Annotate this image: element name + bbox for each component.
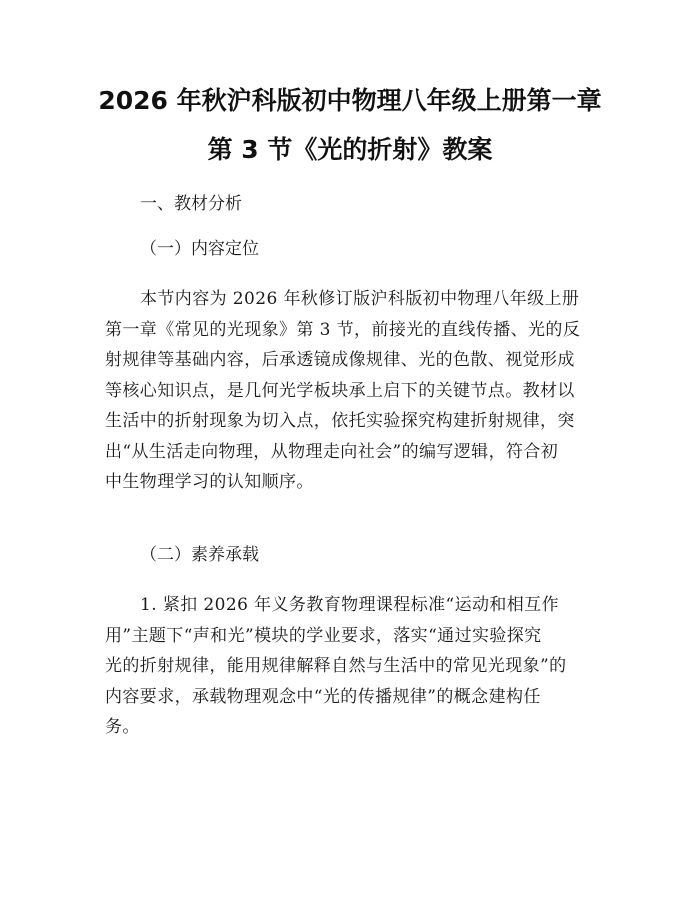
document-title-line-1: 2026 年秋沪科版初中物理八年级上册第一章 <box>98 86 602 115</box>
paragraph-line: 等核心知识点，是几何光学板块承上启下的关键节点。教材以 <box>105 380 575 401</box>
paragraph-literacy <box>105 590 597 743</box>
document-title-line-2: 第 3 节《光的折射》教案 <box>207 135 493 164</box>
paragraph-line: 中生物理学习的认知顺序。 <box>105 472 314 492</box>
paragraph-line: 射规律等基础内容，后承透镜成像规律、光的色散、视觉形成 <box>105 350 575 370</box>
section-heading-textbook-analysis: 一、教材分析 <box>140 194 242 214</box>
paragraph-content-positioning <box>105 284 597 498</box>
paragraph-line: 本节内容为 2026 年秋修订版沪科版初中物理八年级上册 <box>140 289 580 309</box>
paragraph-line: 用”主题下“声和光”模块的学业要求，落实“通过实验探究 <box>105 625 542 646</box>
subsection-heading-literacy: （二）素养承载 <box>140 545 259 565</box>
subsection-heading-content-positioning: （一）内容定位 <box>140 239 259 259</box>
paragraph-line: 内容要求，承载物理观念中“光的传播规律”的概念建构任 <box>105 686 541 707</box>
paragraph-line: 光的折射规律，能用规律解释自然与生活中的常见光现象”的 <box>105 656 567 676</box>
paragraph-line: 生活中的折射现象为切入点，依托实验探究构建折射规律，突 <box>105 411 575 431</box>
paragraph-line: 务。 <box>105 717 140 737</box>
paragraph-line: 出“从生活走向物理，从物理走向社会”的编写逻辑，符合初 <box>105 441 559 462</box>
paragraph-line: 1. 紧扣 2026 年义务教育物理课程标准“运动和相互作 <box>140 595 559 615</box>
paragraph-line: 第一章《常见的光现象》第 3 节，前接光的直线传播、光的反 <box>105 319 581 340</box>
